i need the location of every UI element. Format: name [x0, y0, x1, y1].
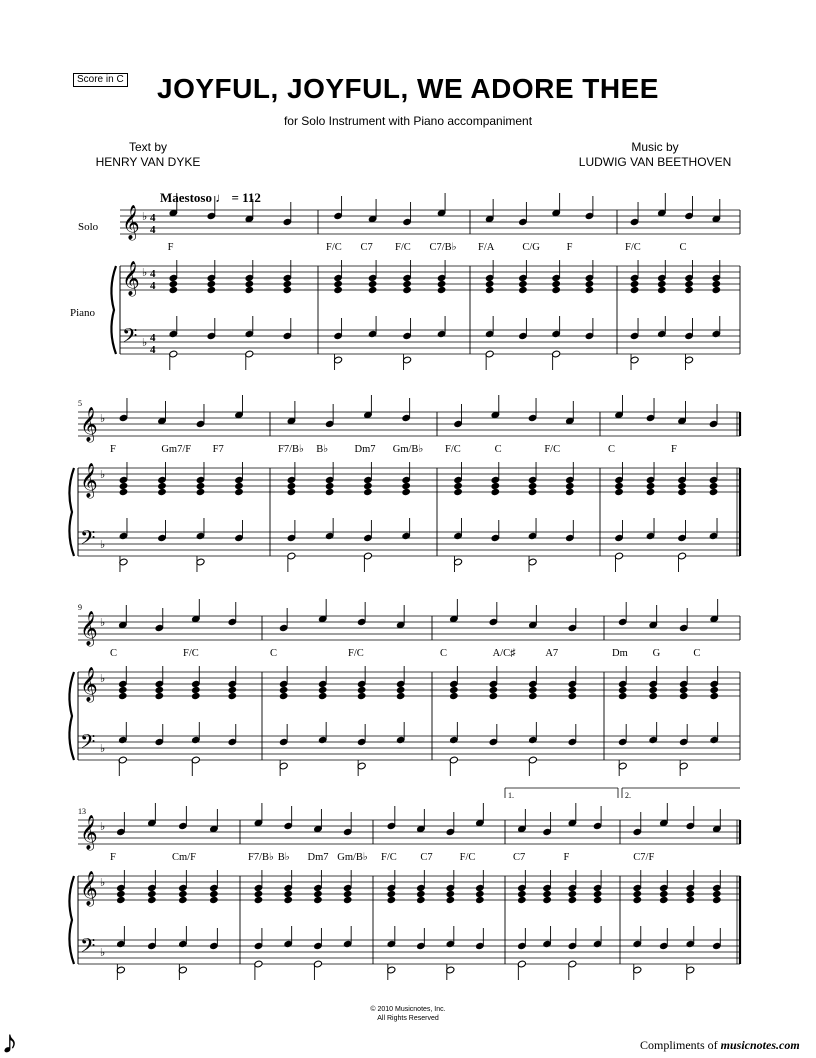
- note-head: [485, 286, 494, 294]
- note-head: [614, 488, 623, 496]
- note-head: [552, 286, 561, 294]
- copyright-line-1: © 2010 Musicnotes, Inc.: [370, 1006, 446, 1013]
- note-head: [446, 890, 455, 898]
- note-head: [712, 890, 721, 898]
- treble-clef-icon: 𝄞: [80, 464, 98, 497]
- chord-symbol: C7: [513, 852, 526, 863]
- note-head: [157, 488, 166, 496]
- note-head: [449, 686, 458, 694]
- time-signature: 4: [150, 344, 156, 356]
- note-head: [363, 482, 372, 490]
- chord-symbol: C: [608, 444, 616, 455]
- note-head: [147, 890, 156, 898]
- measure-number: 9: [78, 603, 82, 612]
- note-head: [630, 280, 639, 288]
- chord-symbol: Gm7/F: [161, 444, 192, 455]
- note-head: [403, 280, 412, 288]
- flat-key-signature-icon: ♭: [100, 821, 106, 833]
- note-head: [677, 482, 686, 490]
- note-head: [283, 280, 292, 288]
- note-head: [318, 686, 327, 694]
- note-head: [568, 692, 577, 700]
- note-head: [279, 692, 288, 700]
- chord-symbol: Dm: [612, 648, 628, 659]
- chord-symbol: C: [270, 648, 278, 659]
- treble-clef-icon: 𝄞: [80, 668, 98, 701]
- lyricist-name: HENRY VAN DYKE: [95, 155, 201, 169]
- treble-clef-icon: 𝄞: [122, 206, 140, 239]
- copyright-notice: [0, 1005, 816, 1023]
- note-head: [119, 488, 128, 496]
- note-head: [517, 890, 526, 898]
- flat-key-signature-icon: ♭: [100, 673, 106, 685]
- chord-symbol: F: [167, 242, 174, 253]
- note-head: [368, 280, 377, 288]
- note-head: [677, 488, 686, 496]
- note-head: [402, 482, 411, 490]
- subtitle: for Solo Instrument with Piano accompaniment: [283, 114, 533, 128]
- note-head: [712, 896, 721, 904]
- time-signature: 4: [150, 224, 156, 236]
- treble-clef-icon: 𝄞: [80, 816, 98, 849]
- note-head: [657, 286, 666, 294]
- note-head: [518, 280, 527, 288]
- chord-symbol: C: [440, 648, 448, 659]
- note-head: [209, 896, 218, 904]
- note-head: [712, 286, 721, 294]
- note-head: [403, 286, 412, 294]
- note-head: [454, 482, 463, 490]
- note-head: [685, 280, 694, 288]
- solo-label: Solo: [78, 221, 99, 233]
- chord-symbol: B♭: [277, 852, 290, 863]
- note-head: [313, 890, 322, 898]
- chord-symbol: F7/B♭: [278, 444, 304, 455]
- note-head: [528, 482, 537, 490]
- chord-symbol: A/C♯: [492, 648, 516, 659]
- note-head: [325, 482, 334, 490]
- chord-symbol: F/A: [478, 242, 495, 253]
- note-head: [649, 692, 658, 700]
- piano-label: Piano: [70, 307, 96, 319]
- note-head: [568, 890, 577, 898]
- note-head: [491, 488, 500, 496]
- chord-symbol: F: [110, 444, 116, 455]
- note-head: [449, 692, 458, 700]
- chord-symbol: Gm/B♭: [392, 444, 424, 455]
- note-head: [437, 286, 446, 294]
- chord-symbol: C7/B♭: [429, 242, 457, 253]
- note-head: [618, 692, 627, 700]
- note-head: [196, 482, 205, 490]
- note-head: [659, 896, 668, 904]
- note-head: [416, 890, 425, 898]
- note-head: [712, 280, 721, 288]
- note-head: [528, 488, 537, 496]
- chord-symbol: C: [110, 648, 118, 659]
- note-head: [155, 692, 164, 700]
- note-head: [254, 890, 263, 898]
- note-head: [446, 896, 455, 904]
- composer-name: LUDWIG VAN BEETHOVEN: [578, 155, 732, 169]
- chord-symbol: F: [566, 242, 573, 253]
- note-head: [155, 686, 164, 694]
- flat-key-signature-icon: ♭: [100, 617, 106, 629]
- note-head: [209, 890, 218, 898]
- flat-key-signature-icon: ♭: [100, 743, 106, 755]
- note-head: [196, 488, 205, 496]
- song-title: JOYFUL, JOYFUL, WE ADORE THEE: [157, 73, 659, 104]
- note-head: [679, 686, 688, 694]
- note-head: [118, 692, 127, 700]
- chord-symbol: C7: [360, 242, 373, 253]
- text-by-label: Text by: [128, 140, 167, 154]
- note-head: [343, 896, 352, 904]
- treble-clef-icon: 𝄞: [80, 408, 98, 441]
- note-head: [343, 890, 352, 898]
- note-head: [313, 896, 322, 904]
- chord-symbol: F7: [212, 444, 224, 455]
- note-head: [657, 280, 666, 288]
- chord-symbol: G: [652, 648, 661, 659]
- note-head: [565, 482, 574, 490]
- note-head: [178, 890, 187, 898]
- chord-symbol: F/C: [183, 648, 199, 659]
- chord-symbol: Dm7: [307, 852, 329, 863]
- musicnotes-site-link[interactable]: musicnotes.com: [720, 1038, 800, 1052]
- note-head: [287, 488, 296, 496]
- note-head: [191, 686, 200, 694]
- note-head: [368, 286, 377, 294]
- note-head: [245, 280, 254, 288]
- note-head: [207, 280, 216, 288]
- note-head: [387, 890, 396, 898]
- note-head: [396, 686, 405, 694]
- flat-key-signature-icon: ♭: [100, 413, 106, 425]
- note-head: [284, 890, 293, 898]
- note-head: [357, 686, 366, 694]
- note-head: [396, 692, 405, 700]
- chord-symbol: F/C: [348, 648, 364, 659]
- piano-brace: [69, 876, 74, 964]
- flat-key-signature-icon: ♭: [100, 877, 106, 889]
- time-signature: 4: [150, 268, 156, 280]
- chord-symbol: B♭: [316, 444, 329, 455]
- flat-key-signature-icon: ♭: [142, 211, 148, 223]
- note-head: [357, 692, 366, 700]
- note-head: [489, 692, 498, 700]
- flat-key-signature-icon: ♭: [100, 947, 106, 959]
- chord-symbol: Gm/B♭: [337, 852, 368, 863]
- chord-symbol: F: [110, 852, 116, 863]
- note-head: [528, 692, 537, 700]
- note-head: [686, 896, 695, 904]
- note-head: [633, 896, 642, 904]
- note-head: [568, 896, 577, 904]
- note-head: [191, 692, 200, 700]
- note-head: [116, 896, 125, 904]
- chord-symbol: Cm/F: [172, 852, 196, 863]
- flat-key-signature-icon: ♭: [142, 337, 148, 349]
- note-head: [228, 686, 237, 694]
- note-head: [325, 488, 334, 496]
- chord-symbol: C/G: [522, 242, 540, 253]
- note-head: [646, 482, 655, 490]
- note-head: [169, 280, 178, 288]
- note-head: [245, 286, 254, 294]
- note-head: [709, 488, 718, 496]
- copyright-line-2: All Rights Reserved: [377, 1015, 439, 1022]
- note-head: [491, 482, 500, 490]
- treble-clef-icon: 𝄞: [80, 872, 98, 905]
- chord-symbol: C: [494, 444, 502, 455]
- note-head: [437, 280, 446, 288]
- note-head: [387, 896, 396, 904]
- bass-clef-icon: 𝄢: [122, 326, 138, 352]
- note-head: [518, 286, 527, 294]
- note-head: [254, 896, 263, 904]
- piano-brace: [69, 468, 74, 556]
- time-signature: 4: [150, 280, 156, 292]
- compliments-prefix: Compliments of: [640, 1038, 718, 1052]
- chord-symbol: C: [693, 648, 701, 659]
- note-head: [234, 488, 243, 496]
- note-head: [118, 686, 127, 694]
- piano-brace: [69, 672, 74, 760]
- note-head: [686, 890, 695, 898]
- note-head: [517, 896, 526, 904]
- chord-symbol: F/C: [459, 852, 476, 863]
- compliments-line: [640, 1038, 800, 1053]
- chord-symbol: F: [563, 852, 570, 863]
- measure-number: 13: [78, 807, 86, 816]
- chord-symbol: F/C: [326, 242, 342, 253]
- note-head: [207, 286, 216, 294]
- note-head: [475, 890, 484, 898]
- chord-symbol: A7: [545, 648, 559, 659]
- flat-key-signature-icon: ♭: [142, 267, 148, 279]
- note-head: [475, 896, 484, 904]
- note-head: [284, 896, 293, 904]
- musicnotes-logo-icon: 𝅘𝅥𝅮: [4, 1032, 16, 1058]
- note-head: [334, 280, 343, 288]
- bass-clef-icon: 𝄢: [80, 732, 96, 758]
- chord-symbol: F/C: [445, 444, 461, 455]
- note-head: [402, 488, 411, 496]
- measure-number: 5: [78, 399, 82, 408]
- chord-symbol: F/C: [395, 242, 411, 253]
- note-head: [630, 286, 639, 294]
- note-head: [685, 286, 694, 294]
- note-head: [147, 896, 156, 904]
- note-head: [593, 890, 602, 898]
- chord-symbol: F: [671, 444, 677, 455]
- note-head: [169, 286, 178, 294]
- flat-key-signature-icon: ♭: [100, 469, 106, 481]
- note-head: [710, 686, 719, 694]
- treble-clef-icon: 𝄞: [122, 262, 140, 295]
- note-head: [649, 686, 658, 694]
- chord-symbol: C7: [420, 852, 433, 863]
- chord-symbol: Dm7: [354, 444, 376, 455]
- note-head: [646, 488, 655, 496]
- note-head: [287, 482, 296, 490]
- bass-clef-icon: 𝄢: [80, 936, 96, 962]
- music-by-label: Music by: [631, 140, 679, 154]
- note-head: [416, 896, 425, 904]
- note-head: [543, 890, 552, 898]
- note-head: [709, 482, 718, 490]
- note-head: [228, 692, 237, 700]
- note-head: [585, 280, 594, 288]
- note-head: [585, 286, 594, 294]
- note-head: [318, 692, 327, 700]
- note-head: [283, 286, 292, 294]
- chord-symbol: C: [679, 242, 687, 253]
- time-signature: 4: [150, 332, 156, 344]
- first-ending-label: 1.: [508, 791, 514, 800]
- note-head: [334, 286, 343, 294]
- note-head: [568, 686, 577, 694]
- note-head: [489, 686, 498, 694]
- note-head: [543, 896, 552, 904]
- chord-symbol: F/C: [544, 444, 561, 455]
- note-head: [454, 488, 463, 496]
- note-head: [528, 686, 537, 694]
- chord-symbol: F/C: [625, 242, 641, 253]
- note-head: [659, 890, 668, 898]
- time-signature: 4: [150, 212, 156, 224]
- note-head: [593, 896, 602, 904]
- treble-clef-icon: 𝄞: [80, 612, 98, 645]
- note-head: [618, 686, 627, 694]
- note-head: [485, 280, 494, 288]
- note-head: [116, 890, 125, 898]
- note-head: [363, 488, 372, 496]
- note-head: [679, 692, 688, 700]
- note-head: [234, 482, 243, 490]
- bass-clef-icon: 𝄢: [80, 528, 96, 554]
- piano-brace: [111, 266, 116, 354]
- note-head: [565, 488, 574, 496]
- note-head: [119, 482, 128, 490]
- note-head: [157, 482, 166, 490]
- note-head: [178, 896, 187, 904]
- note-head: [614, 482, 623, 490]
- flat-key-signature-icon: ♭: [100, 539, 106, 551]
- note-head: [552, 280, 561, 288]
- second-ending-label: 2.: [625, 791, 631, 800]
- note-head: [633, 890, 642, 898]
- chord-symbol: C7/F: [633, 852, 655, 863]
- note-head: [710, 692, 719, 700]
- note-head: [279, 686, 288, 694]
- chord-symbol: F7/B♭: [248, 852, 274, 863]
- score-in-c-label: Score in C: [73, 73, 128, 87]
- chord-symbol: F/C: [381, 852, 397, 863]
- tempo-marking: Maestoso ♩ = 112: [160, 190, 261, 205]
